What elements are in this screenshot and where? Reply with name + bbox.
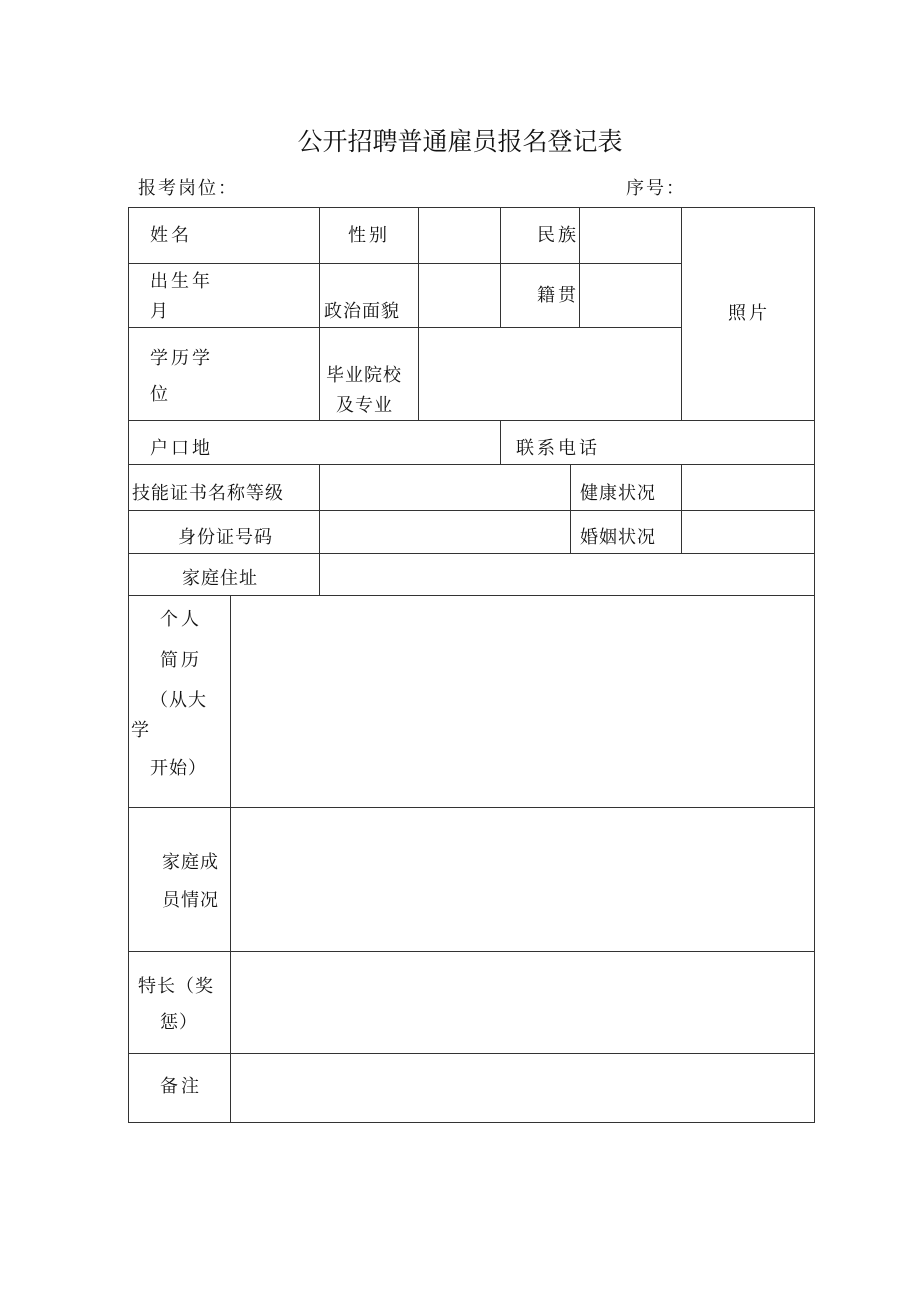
school-input[interactable] xyxy=(418,327,682,421)
gender-label: 性别 xyxy=(348,225,390,246)
health-label: 健康状况 xyxy=(580,483,656,504)
address-input[interactable] xyxy=(319,553,815,596)
ethnicity-label: 民族 xyxy=(537,225,579,246)
school-label-line2: 及专业 xyxy=(336,395,393,416)
talent-input[interactable] xyxy=(230,951,815,1054)
edu-label-line2: 位 xyxy=(150,384,171,405)
talent-label-line2: 惩） xyxy=(160,1012,198,1033)
talent-label-line1: 特长（奖 xyxy=(138,976,214,997)
edu-label-line1: 学历学 xyxy=(150,348,213,369)
hukou-label: 户口地 xyxy=(150,438,213,459)
resume-label-line5: 开始） xyxy=(150,758,207,779)
photo-label: 照片 xyxy=(728,303,770,324)
birth-label-line1: 出生年 xyxy=(150,271,213,292)
skill-label: 技能证书名称等级 xyxy=(132,483,284,504)
id-input[interactable] xyxy=(319,510,571,554)
id-label: 身份证号码 xyxy=(178,527,273,548)
address-label: 家庭住址 xyxy=(182,568,258,589)
form-title: 公开招聘普通雇员报名登记表 xyxy=(297,127,623,156)
resume-label-line4: 学 xyxy=(131,720,152,741)
phone-label: 联系电话 xyxy=(516,438,600,459)
remarks-input[interactable] xyxy=(230,1053,815,1123)
remarks-label: 备注 xyxy=(160,1076,202,1097)
name-label: 姓名 xyxy=(150,225,192,246)
marital-input[interactable] xyxy=(681,510,815,554)
family-label-line1: 家庭成 xyxy=(162,852,219,873)
birth-label-line2: 月 xyxy=(150,301,171,322)
ethnicity-input[interactable] xyxy=(579,207,682,264)
resume-label-line1: 个人 xyxy=(160,609,202,630)
resume-label-line3: （从大 xyxy=(150,690,207,711)
native-input[interactable] xyxy=(579,263,682,328)
skill-input[interactable] xyxy=(319,464,571,511)
resume-label-line2: 简历 xyxy=(160,650,202,671)
resume-input[interactable] xyxy=(230,595,815,808)
political-label: 政治面貌 xyxy=(324,301,400,322)
family-label-line2: 员情况 xyxy=(162,890,219,911)
school-label-line1: 毕业院校 xyxy=(326,365,402,386)
position-label: 报考岗位： xyxy=(138,178,238,199)
native-label: 籍贯 xyxy=(537,285,579,306)
health-input[interactable] xyxy=(681,464,815,511)
gender-input[interactable] xyxy=(418,207,501,264)
serial-label: 序号： xyxy=(626,178,686,199)
political-input[interactable] xyxy=(418,263,501,328)
marital-label: 婚姻状况 xyxy=(580,527,656,548)
family-input[interactable] xyxy=(230,807,815,952)
